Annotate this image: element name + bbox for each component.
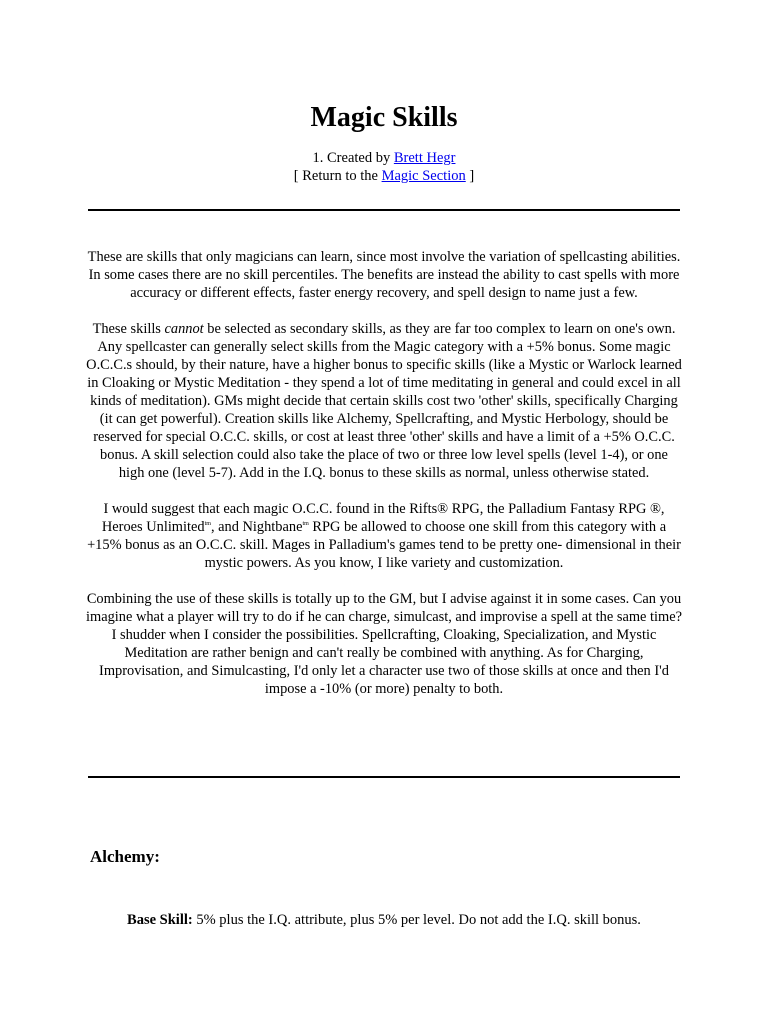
intro-paragraph-3 bbox=[86, 500, 682, 572]
intro-paragraph-4: Combining the use of these skills is totally up to the GM, but I advise against it in some cases. Can you imagine what a player will try to do if he can charge, simulcast, and improvise a spell at the same time? I shudder when I consider the possibilities. Spellcrafting, Cloaking, Specialization, and Mystic Meditation are rather benign and can't really be combined with anything. As for Charging, Improvisation, and Simulcasting, I'd only let a character use two of those skills at once and then I'd impose a -10% (or more) penalty to both. bbox=[86, 591, 682, 697]
return-line bbox=[0, 167, 768, 185]
p2-after: be selected as secondary skills, as they are far too complex to learn on one's own. Any spellcaster can generally select skills from the Magic category with a +5% bonus. Some magic O.C.C.s should, by their nature, have a higher bonus to specific skills (like a Mystic or Warlock learned in Cloaking or Mystic Meditation - they spend a lot of time meditating in general and could excel in all kinds of meditation). GMs might decide that certain skills cost two 'other' skills, specifically Charging (it can get powerful). Creation skills like Alchemy, Spellcrafting, and Mystic Herbology, should be reserved for special O.C.C. skills, or cost at least three 'other' skills and have a limit of a +5% O.C.C. bonus. A skill selection could also take the place of two or three low level spells (level 1-4), or one high one (level 5-7). Add in the I.Q. bonus to these skills as normal, unless otherwise stated. bbox=[86, 321, 682, 481]
trademark-mark-2: tm bbox=[302, 521, 309, 528]
p3-part-c: RPG be allowed to choose one skill from this category with a +15% bonus as an O.C.C. skill. Mages in Palladium's games tend to be pretty one- dimensional in their mystic powers. As you know, I like variety and customization. bbox=[87, 519, 681, 571]
intro-paragraph-1: These are skills that only magicians can learn, since most involve the variation of spellcasting abilities. In some cases there are no skill percentiles. The benefits are instead the ability to cast spells with more accuracy or different effects, faster energy recovery, and spell design to name just a few. bbox=[87, 249, 681, 301]
magic-section-link[interactable]: Magic Section bbox=[381, 168, 466, 184]
credit-line bbox=[0, 149, 768, 167]
base-skill-text: 5% plus the I.Q. attribute, plus 5% per level. Do not add the I.Q. skill bonus. bbox=[192, 912, 641, 928]
return-prefix: [ Return to the bbox=[293, 168, 382, 184]
return-suffix: ] bbox=[465, 168, 475, 184]
p2-before: These skills bbox=[92, 321, 165, 337]
p3-part-b: , and Nightbane bbox=[210, 519, 303, 535]
trademark-mark-1: tm bbox=[204, 521, 211, 528]
intro-section bbox=[86, 248, 682, 716]
top-divider bbox=[88, 209, 680, 211]
intro-paragraph-2 bbox=[86, 320, 682, 482]
alchemy-base-skill bbox=[0, 911, 768, 929]
page-title: Magic Skills bbox=[310, 102, 458, 133]
p3-part-a: I would suggest that each magic O.C.C. found in the Rifts® RPG, the Palladium Fantasy RPG ®, Heroes Unlimited bbox=[101, 501, 665, 535]
author-link[interactable]: Brett Hegr bbox=[393, 150, 456, 166]
credit-prefix: 1. Created by bbox=[312, 150, 394, 166]
bottom-divider bbox=[88, 776, 680, 778]
p2-emphasis: cannot bbox=[164, 321, 204, 337]
base-skill-label: Base Skill: bbox=[127, 912, 193, 928]
alchemy-heading: Alchemy: bbox=[90, 847, 160, 866]
